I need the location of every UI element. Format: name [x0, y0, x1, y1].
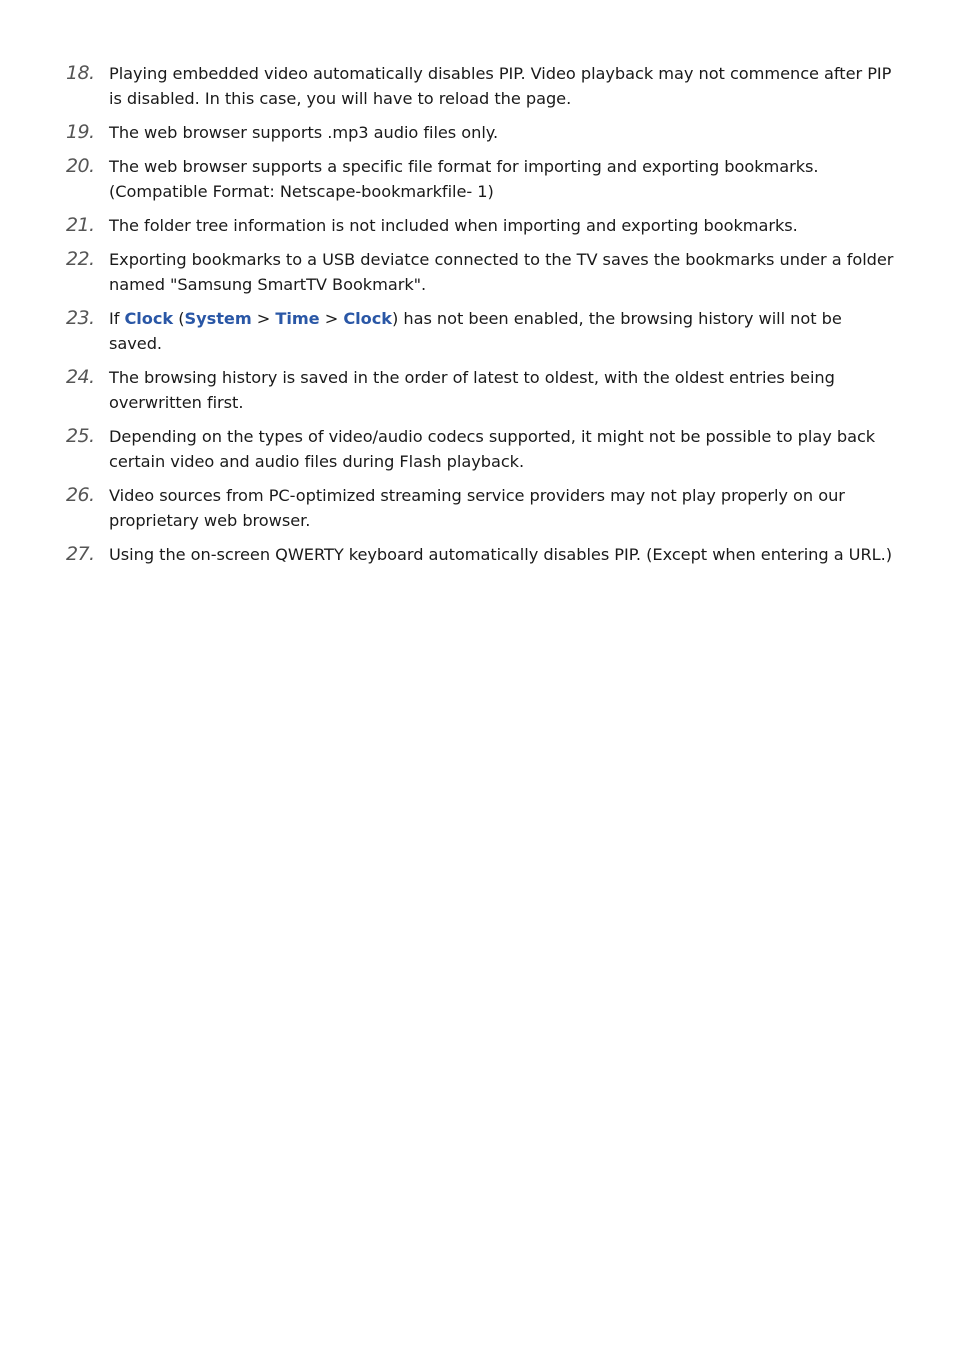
paren-open: (: [173, 309, 185, 328]
note-number: 18.: [66, 62, 95, 84]
note-number: 22.: [66, 248, 95, 270]
note-item-22: [66, 247, 896, 297]
note-text-suffix: ) has not been enabled, the browsing history will not be saved.: [109, 309, 842, 353]
note-item-24: [66, 365, 896, 415]
note-item-25: [66, 424, 896, 474]
note-text-prefix: If: [109, 309, 125, 328]
note-text: Depending on the types of video/audio codecs supported, it might not be possible to play back certain video and audio files during Flash playback.: [109, 427, 876, 471]
notes-list: [66, 61, 896, 576]
note-text: The folder tree information is not included when importing and exporting bookmarks.: [109, 216, 798, 235]
note-text: The web browser supports a specific file format for importing and exporting bookmarks. (Compatible Format: Netscape-bookmarkfile- 1): [109, 157, 819, 201]
note-number: 26.: [66, 484, 95, 506]
note-number: 19.: [66, 121, 95, 143]
note-item-21: [66, 213, 896, 238]
note-number: 20.: [66, 155, 95, 177]
note-text: Playing embedded video automatically disables PIP. Video playback may not commence after PIP is disabled. In this case, you will have to reload the page.: [109, 64, 892, 108]
menu-path-arrow: >: [319, 309, 344, 328]
note-number: 23.: [66, 307, 95, 329]
note-number: 27.: [66, 543, 95, 565]
note-text: The web browser supports .mp3 audio files only.: [109, 123, 499, 142]
note-item-20: [66, 154, 896, 204]
menu-link-clock-setting[interactable]: Clock: [343, 309, 393, 328]
note-item-18: [66, 61, 896, 111]
note-number: 24.: [66, 366, 95, 388]
note-number: 21.: [66, 214, 95, 236]
menu-link-system[interactable]: System: [184, 309, 252, 328]
note-text: The browsing history is saved in the order of latest to oldest, with the oldest entries being overwritten first.: [109, 368, 835, 412]
note-text: Video sources from PC-optimized streaming service providers may not play properly on our proprietary web browser.: [109, 486, 845, 530]
note-text: [109, 306, 896, 356]
note-item-27: [66, 542, 896, 567]
menu-link-time[interactable]: Time: [275, 309, 320, 328]
note-text: Using the on-screen QWERTY keyboard automatically disables PIP. (Except when entering a URL.): [109, 545, 893, 564]
note-item-19: [66, 120, 896, 145]
note-item-26: [66, 483, 896, 533]
menu-link-clock[interactable]: Clock: [124, 309, 174, 328]
note-item-23: [66, 306, 896, 356]
menu-path-arrow: >: [251, 309, 276, 328]
note-text: Exporting bookmarks to a USB deviatce connected to the TV saves the bookmarks under a folder named "Samsung SmartTV Bookmark".: [109, 250, 894, 294]
note-number: 25.: [66, 425, 95, 447]
